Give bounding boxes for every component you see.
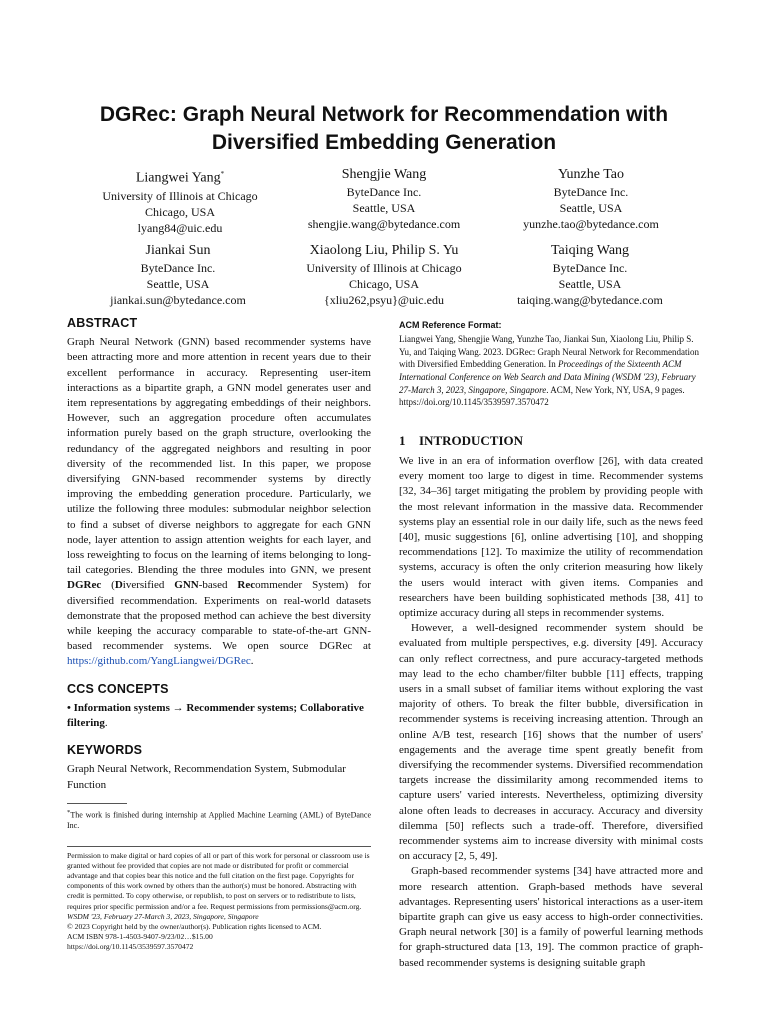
author-email: shengjie.wang@bytedance.com — [307, 217, 461, 231]
isbn: ACM ISBN 978-1-4503-9407-9/23/02…$15.00 — [67, 932, 213, 942]
author-affiliation: ByteDance Inc. — [346, 185, 422, 199]
author-block — [264, 166, 504, 232]
footnote-divider — [67, 803, 127, 804]
ccs-concepts: • Information systems → Recommender systems; Collaborative filtering. — [67, 701, 364, 730]
author-name: Taiqing Wang — [550, 243, 630, 258]
section-number: 1 — [399, 432, 406, 448]
author-affiliation: University of Illinois at Chicago — [102, 188, 258, 203]
permission-block — [67, 851, 371, 953]
abstract-text: Graph Neural Network (GNN) based recommender systems have been attracting more and more attention in recent years due to their excellent performance in accuracy. Representing user-item interactions as a bipartite graph, a GNN model generates user and item representations by aggregating embeddings of their neighbors. However, such an aggregation procedure often accumulates information purely based on the graph structure, overlooking the redundancy of the aggregated neighbors and resulting in poor diversity of the recommended list. In this paper, we propose diversifying GNN-based recommender systems by directly improving the embedding generation procedure. Particularly, we utilize the following three modules: submodular neighbor selection to find a subset of diverse neighbors to aggregate for each GNN node, layer attention to assign attention weights for each layer, and loss reweighting to focus on the learning of items belonging to long-tail categories. Blending the three modules into GNN, we present DGRec (Diversified GNN-based Recommender System) for diversified recommendation. Experiments on real-world datasets demonstrate that the proposed method can achieve the best diversity while keeping the accuracy comparable to state-of-the-art GNN-based recommender systems. We open source DGRec at https://github.com/YangLiangwei/DGRec. — [67, 336, 371, 668]
footnote: *The work is finished during internship at Applied Machine Learning (AML) of ByteDance Inc. — [67, 808, 371, 831]
author-affiliation: ByteDance Inc. — [553, 185, 629, 199]
author-block — [471, 166, 711, 232]
author-name: Shengjie Wang — [341, 167, 427, 182]
author-name: Xiaolong Liu, Philip S. Yu — [309, 243, 459, 258]
author-location: Chicago, USA — [145, 204, 215, 219]
ccs-heading: CCS CONCEPTS — [67, 681, 169, 696]
author-location: Seattle, USA — [146, 277, 210, 291]
introduction-heading — [399, 433, 703, 448]
left-column — [67, 316, 371, 953]
author-name: Yunzhe Tao — [557, 167, 625, 182]
acm-reference-heading: ACM Reference Format: — [399, 320, 502, 330]
copyright: © 2023 Copyright held by the owner/author(s). Publication rights licensed to ACM. — [67, 921, 322, 931]
author-name: Liangwei Yang — [135, 170, 221, 186]
section-title: INTRODUCTION — [419, 432, 524, 448]
author-email: yunzhe.tao@bytedance.com — [523, 217, 659, 231]
author-name: Jiankai Sun — [145, 243, 211, 258]
author-email: jiankai.sun@bytedance.com — [110, 293, 246, 307]
keywords-heading: KEYWORDS — [67, 743, 143, 758]
author-email: taiqing.wang@bytedance.com — [517, 293, 663, 307]
intro-paragraph-2: However, a well-designed recommender system should be evaluated from multiple perspectives, e.g. diversity [49]. Accuracy can only reflect correctness, and pure accuracy-targeted methods may lead to the echo chamber/filter bubble [11] effects, trapping users in a small subset of familiar items without exploring the vast majority of others. To break the filter bubble, diversification in recommender systems is receiving increasing attention. Through an online A/B test, research [16] shows that the number of users' engagements and the average time spent greatly benefit from diversifying the recommender systems. Diversified recommendation targets increase the dissimilarity among recommended items to capture users' varied interests. Nevertheless, optimizing diversity alone often leads to decreases in accuracy. Accuracy and diversity dilemma [50] reflects such a trade-off. Therefore, diversified recommender systems aim to increase diversity with minimal costs on accuracy [2, 5, 49]. — [399, 622, 703, 863]
author-affiliation: ByteDance Inc. — [140, 261, 216, 275]
author-location: Chicago, USA — [349, 277, 419, 291]
author-block — [470, 242, 710, 308]
paper-title — [40, 101, 728, 157]
permission-divider — [67, 846, 371, 847]
author-location: Seattle, USA — [352, 201, 416, 215]
author-affiliation: ByteDance Inc. — [552, 261, 628, 275]
intro-paragraph-1: We live in an era of information overflow [26], with data created every moment too large to digest in time. Recommender systems [32, 34–36] target mitigating the problem by providing people with the most relevant information in the massive data. Recommender systems play an essential role in our daily life, such as the news feed [40], music suggestions [6], online advertising [10], and shopping recommendations [12]. To maximize the utility of recommendation systems, accuracy is often the only criterion measuring how likely the users would interact with given items. Companies and researchers have been building sophisticated methods [38, 41] to optimize accuracy during all steps in recommender systems. — [399, 454, 703, 619]
author-footnote-mark: * — [220, 170, 225, 178]
abstract-heading: ABSTRACT — [67, 316, 138, 330]
intro-paragraph-3: Graph-based recommender systems [34] have attracted more and more research attention. Graph-based methods have several advantages. Representing users' historical interactions as a user-item bipartite graph can give us easy access to high-order connectivities. Graph neural network [30] is a family of powerful learning methods for graph-structured data [13, 19]. The common practice of graph-based recommender systems is designing suitable graph — [399, 865, 703, 969]
right-column — [399, 318, 703, 971]
author-location: Seattle, USA — [559, 201, 623, 215]
author-affiliation: University of Illinois at Chicago — [306, 261, 462, 275]
author-block — [58, 242, 298, 308]
author-email: lyang84@uic.edu — [137, 220, 223, 235]
github-link[interactable]: https://github.com/YangLiangwei/DGRec — [67, 655, 251, 668]
author-location: Seattle, USA — [558, 277, 622, 291]
author-email: {xliu262,psyu}@uic.edu — [324, 293, 444, 307]
permission-text: Permission to make digital or hard copies of all or part of this work for personal or classroom use is granted without fee provided that copies are not made or distributed for profit or commercial advantage and that copies bear this notice and the full citation on the first page. Copyrights for components of this work owned by others than the author(s) must be honored. Abstracting with credit is permitted. To copy otherwise, or republish, to post on servers or to redistribute to lists, requires prior specific permission and/or a fee. Request permissions from permissions@acm.org. — [67, 850, 370, 911]
acm-reference-text: Liangwei Yang, Shengjie Wang, Yunzhe Tao, Jiankai Sun, Xiaolong Liu, Philip S. Yu, and Taiqing Wang. 2023. DGRec: Graph Neural Network for Recommendation with Diversified Embedding Generation. In Proceedings of the Sixteenth ACM International Conference on Web Search and Data Mining (WSDM '23), February 27-March 3, 2023, Singapore, Singapore. ACM, New York, NY, USA, 9 pages. https://doi.org/10.1145/3539597.3570472 — [399, 334, 699, 408]
author-block — [264, 242, 504, 308]
venue: WSDM '23, February 27-March 3, 2023, Singapore, Singapore — [67, 911, 259, 921]
title-line-2: Diversified Embedding Generation — [211, 131, 557, 154]
doi: https://doi.org/10.1145/3539597.3570472 — [67, 942, 194, 952]
keywords-text: Graph Neural Network, Recommendation System, Submodular Function — [67, 763, 346, 791]
title-line-1: DGRec: Graph Neural Network for Recommendation with — [99, 103, 669, 126]
